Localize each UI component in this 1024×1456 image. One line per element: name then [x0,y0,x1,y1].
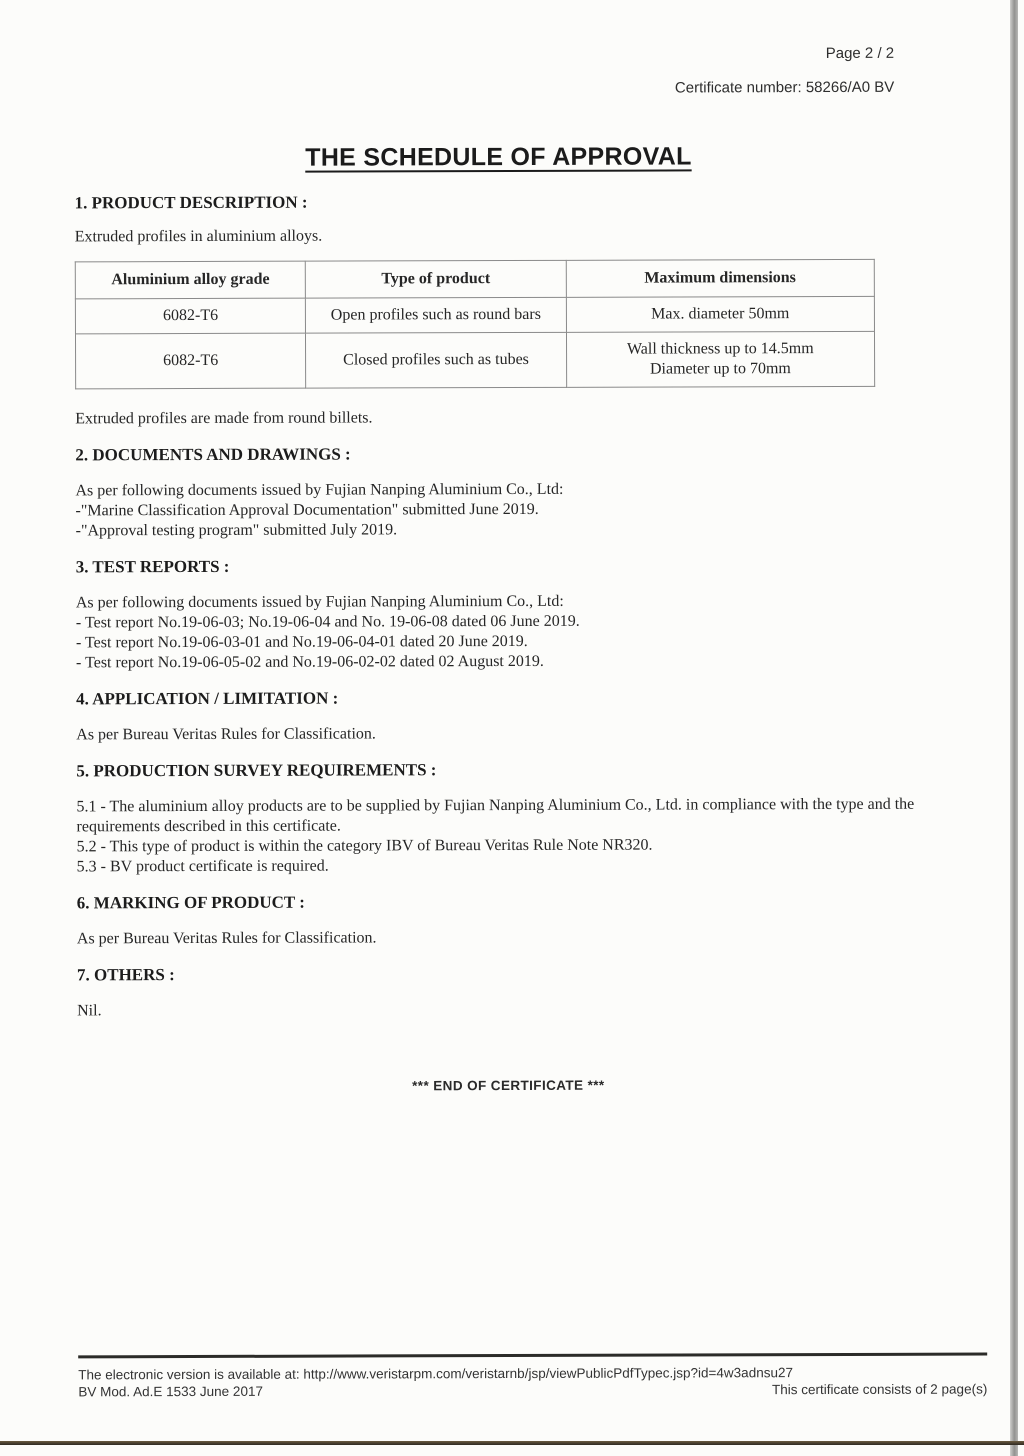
text-line: As per following documents issued by Fujian Nanping Aluminium Co., Ltd: [75,592,564,612]
page-number: Page 2 / 2 [825,44,895,63]
text-line: 5.1 - The aluminium alloy products are to be supplied by Fujian Nanping Aluminium Co., Ltd. in compliance with the type and the requirements described in this certificate. [76,795,915,836]
cell-max-dimensions: Wall thickness up to 14.5mm Diameter up to 70mm [566,331,875,387]
footer-divider [78,1353,987,1359]
cell-alloy-grade: 6082-T6 [75,333,305,389]
column-header-max-dimensions: Maximum dimensions [566,259,875,297]
product-table [75,259,875,390]
section-1-heading: 1. PRODUCT DESCRIPTION : [74,192,308,213]
scan-edge-bottom [0,1441,1024,1445]
table-row [75,296,874,334]
page-title: THE SCHEDULE OF APPROVAL [305,142,692,172]
table-row [75,331,874,389]
text-line: As per following documents issued by Fujian Nanping Aluminium Co., Ltd: [75,480,564,500]
end-of-certificate-marker: *** END OF CERTIFICATE *** [412,1077,605,1094]
text-line: - Test report No.19-06-03-01 and No.19-06-04-01 dated 20 June 2019. [75,632,528,652]
section-6-heading: 6. MARKING OF PRODUCT : [76,892,305,913]
section-4-body: As per Bureau Veritas Rules for Classification. [76,725,376,744]
section-2-body [75,478,989,541]
section-1-note: Extruded profiles are made from round billets. [75,409,373,428]
cell-product-type: Open profiles such as round bars [306,297,566,333]
page-content [74,0,991,1094]
text-line: -"Approval testing program" submitted July 2019. [75,521,398,540]
section-7-body: Nil. [77,1002,102,1020]
section-4-heading: 4. APPLICATION / LIMITATION : [76,688,339,709]
page-header [74,0,988,98]
section-1-intro: Extruded profiles in aluminium alloys. [74,227,323,246]
cell-alloy-grade: 6082-T6 [75,298,305,334]
footer-electronic-version: The electronic version is available at: http://www.veristarpm.com/veristarnb/jsp/viewPublicPdfTypec.jsp?id=4w3adnsu27 [78,1365,793,1383]
section-5-heading: 5. PRODUCTION SURVEY REQUIREMENTS : [76,760,437,781]
section-3-heading: 3. TEST REPORTS : [75,556,230,577]
text-line: 5.3 - BV product certificate is required. [76,857,329,876]
footer-form-reference: BV Mod. Ad.E 1533 June 2017 [78,1383,263,1400]
cell-product-type: Closed profiles such as tubes [306,332,566,388]
page-footer [78,1353,987,1401]
footer-second-row [78,1381,987,1401]
cell-max-dimensions: Max. diameter 50mm [566,296,875,332]
section-5-body [76,794,990,877]
section-2-heading: 2. DOCUMENTS AND DRAWINGS : [75,444,351,465]
section-6-body: As per Bureau Veritas Rules for Classification. [76,929,377,948]
certificate-number: Certificate number: 58266/A0 BV [674,78,895,97]
table-header-row [75,259,874,299]
footer-page-count: This certificate consists of 2 page(s) [771,1381,988,1398]
text-line: - Test report No.19-06-03; No.19-06-04 and No. 19-06-08 dated 06 June 2019. [75,612,580,632]
text-line: 5.2 - This type of product is within the category IBV of Bureau Veritas Rule Note NR320. [76,836,653,856]
column-header-alloy-grade: Aluminium alloy grade [75,261,305,299]
scan-edge-right [1010,0,1018,1456]
text-line: -"Marine Classification Approval Documentation" submitted June 2019. [75,500,539,520]
section-7-heading: 7. OTHERS : [76,965,175,985]
column-header-product-type: Type of product [306,260,566,298]
section-3-body [76,590,990,673]
text-line: - Test report No.19-06-05-02 and No.19-06-02-02 dated 02 August 2019. [75,652,544,672]
